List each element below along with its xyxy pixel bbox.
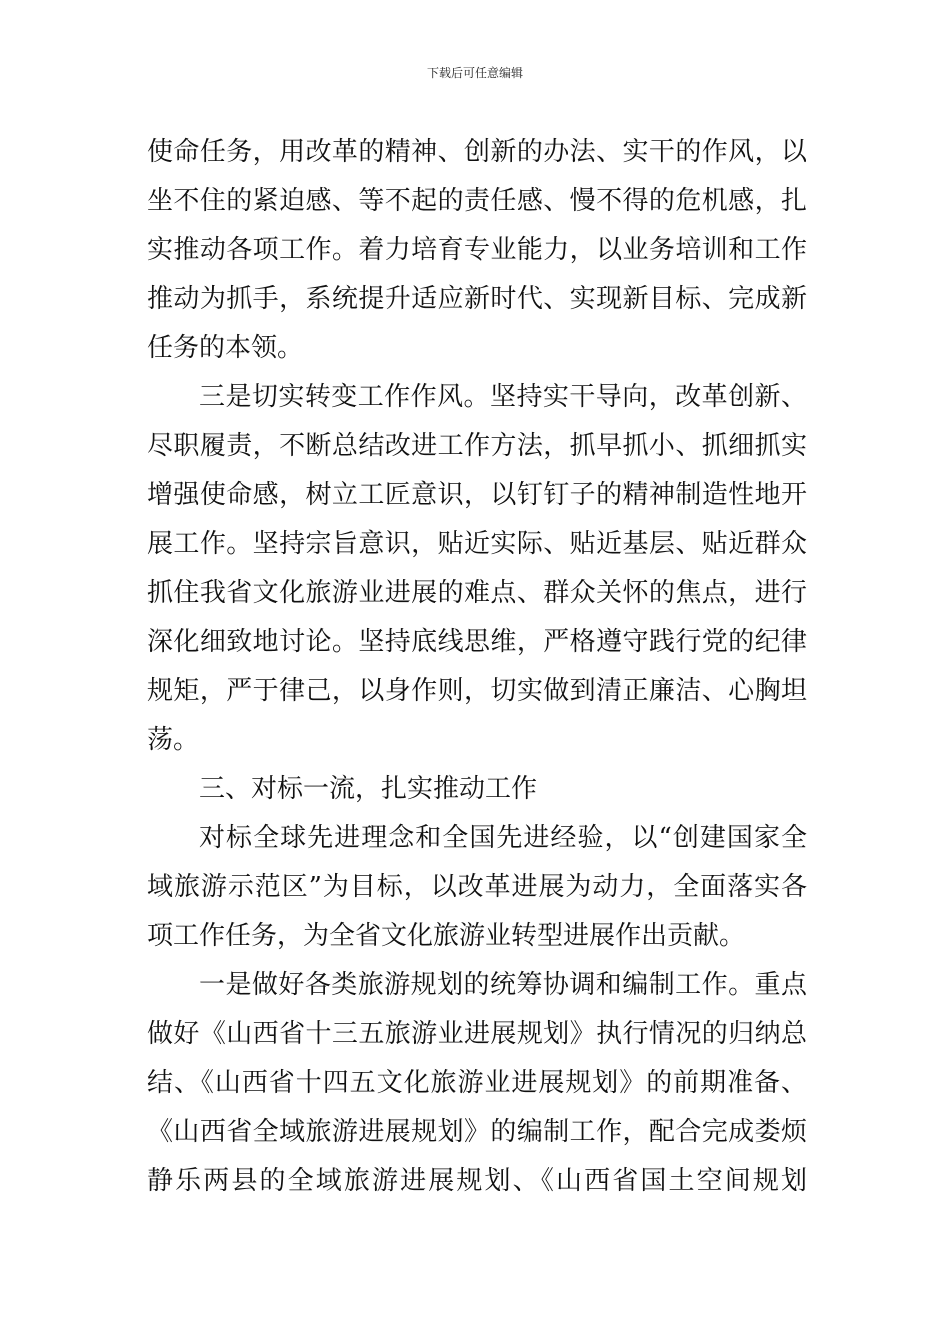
text-line: 项工作任务，为全省文化旅游业转型进展作出贡献。 [147,921,746,951]
paragraph [147,128,807,373]
text-line: 结、《山西省十四五文化旅游业进展规划》的前期准备、 [147,1068,807,1098]
text-line: 深化细致地讨论。坚持底线思维，严格遵守践行党的纪律 [147,627,807,657]
text-line: 做好《山西省十三五旅游业进展规划》执行情况的归纳总 [147,1019,807,1049]
text-line: 使命任务，用改革的精神、创新的办法、实干的作风，以 [147,137,807,167]
paragraph [147,961,807,1206]
text-line: 对标全球先进理念和全国先进经验，以“创建国家全 [199,823,807,853]
text-line: 实推动各项工作。着力培育专业能力，以业务培训和工作 [147,235,807,265]
paragraph [147,373,807,765]
text-line: 荡。 [147,725,200,755]
text-line: 规矩，严于律己，以身作则，切实做到清正廉洁、心胸坦 [147,676,807,706]
text-line: 一是做好各类旅游规划的统筹协调和编制工作。重点 [199,970,807,1000]
text-line: 《山西省全域旅游进展规划》的编制工作，配合完成娄烦 [147,1117,807,1147]
text-line: 尽职履责，不断总结改进工作方法，抓早抓小、抓细抓实 [147,431,807,461]
paragraph [147,814,807,961]
text-line: 坐不住的紧迫感、等不起的责任感、慢不得的危机感，扎 [147,186,807,216]
text-line: 抓住我省文化旅游业进展的难点、群众关怀的焦点，进行 [147,578,807,608]
section-heading [147,765,807,814]
text-line: 三是切实转变工作作风。坚持实干导向，改革创新、 [199,382,807,412]
text-line: 增强使命感，树立工匠意识，以钉钉子的精神制造性地开 [147,480,807,510]
text-line: 推动为抓手，系统提升适应新时代、实现新目标、完成新 [147,284,807,314]
text-line: 域旅游示范区”为目标，以改革进展为动力，全面落实各 [147,872,807,902]
page-header: 下载后可任意编辑 [426,66,523,80]
text-line: 三、对标一流，扎实推动工作 [199,774,538,804]
document-body [147,128,807,1206]
text-line: 展工作。坚持宗旨意识，贴近实际、贴近基层、贴近群众 [147,529,807,559]
text-line: 任务的本领。 [147,333,304,363]
text-line: 静乐两县的全域旅游进展规划、《山西省国土空间规划 [147,1166,807,1196]
